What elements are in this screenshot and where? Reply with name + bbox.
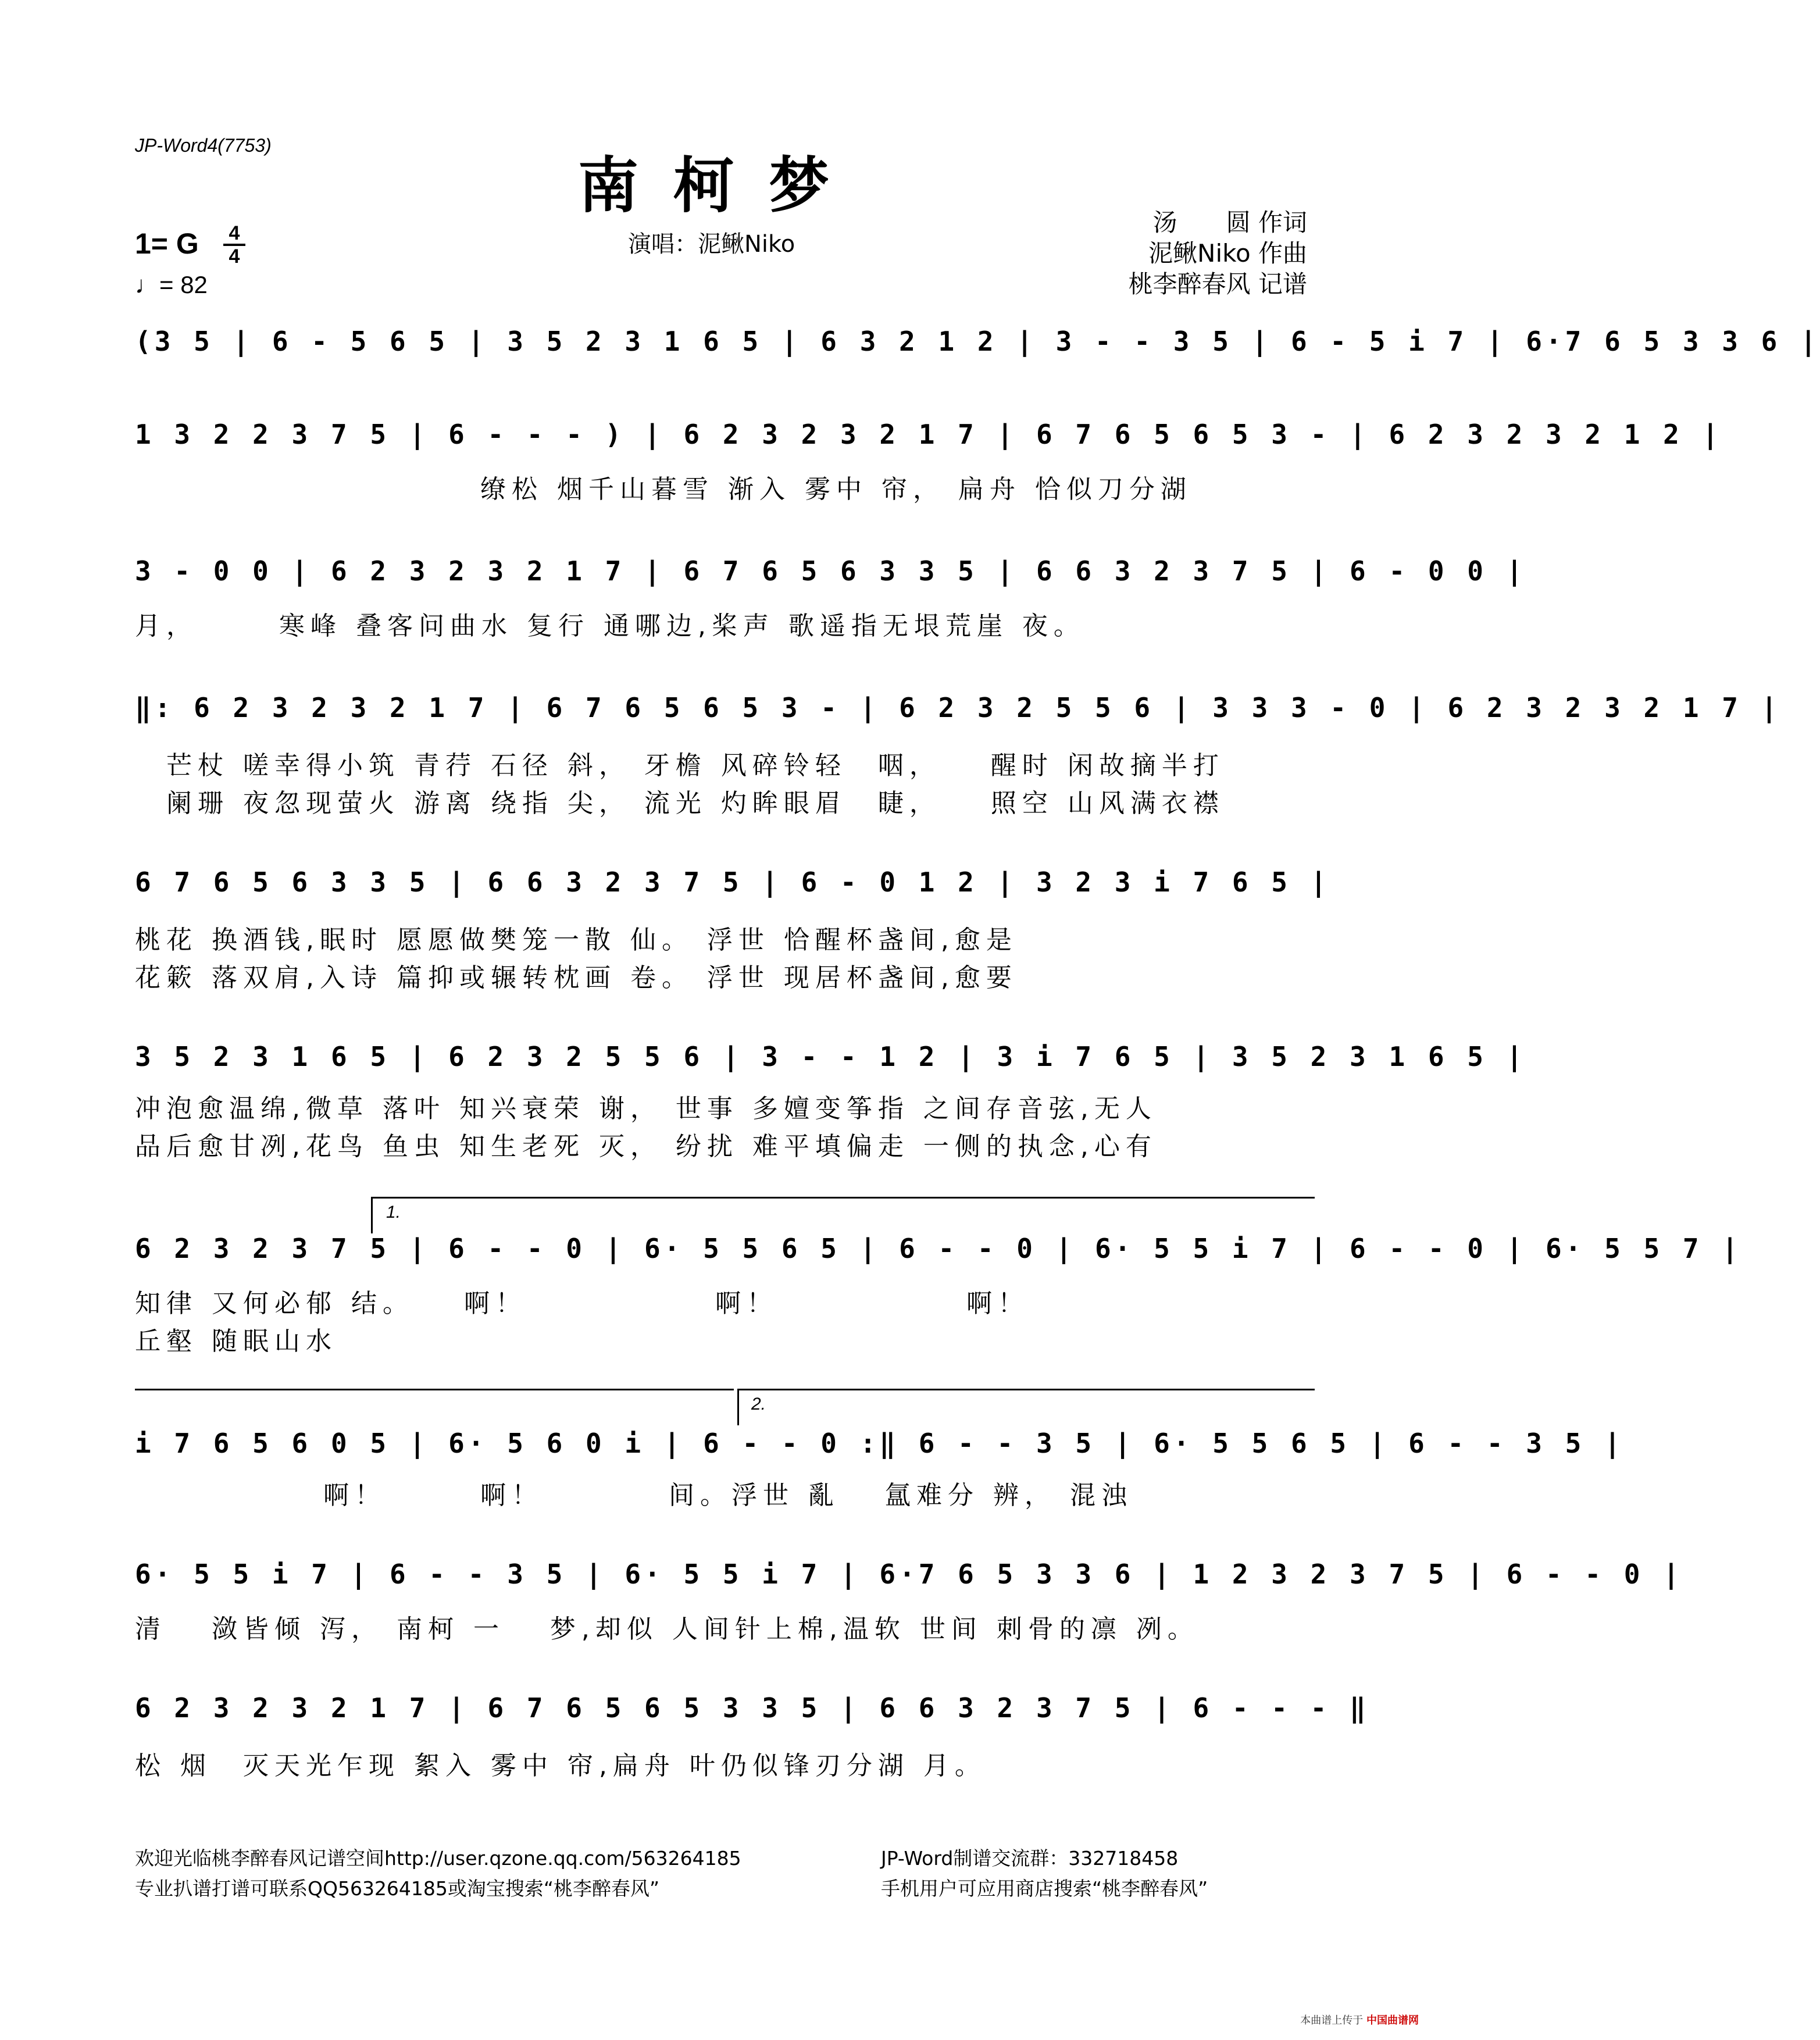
volta-1-continuation: [135, 1389, 734, 1390]
score-system-8: i 7 6 5 6 0 5 | 6· 5 6 0 i | 6 - - 0 :‖ 6 - - 3 5 | 6· 5 5 6 5 | 6 - - 3 5 |: [135, 1428, 1624, 1459]
singer: 演唱：泥鳅Niko: [628, 231, 795, 258]
footer-app-note: 手机用户可应用商店搜索“桃李醉春风”: [881, 1877, 1208, 1900]
lyrics-system-6-verse-1: 冲泡愈温绵,微草 落叶 知兴衰荣 谢， 世事 多嬗变筝指 之间存音弦,无人: [135, 1094, 1157, 1124]
site-logo: 中国曲谱网: [1366, 2014, 1419, 2027]
score-system-7: 6 2 3 2 3 7 5 | 6 - - 0 | 6· 5 5 6 5 | 6 - - 0 | 6· 5 5 i 7 | 6 - - 0 | 6· 5 5 7 |: [135, 1233, 1742, 1264]
footer-qq-group: JP-Word制谱交流群：332718458: [881, 1847, 1179, 1870]
key-signature: 1= G: [135, 227, 199, 260]
score-system-5: 6 7 6 5 6 3 3 5 | 6 6 3 2 3 7 5 | 6 - 0 1 2 | 3 2 3 i 7 6 5 |: [135, 866, 1330, 898]
footer-contact: 专业扒谱打谱可联系QQ563264185或淘宝搜索“桃李醉春风”: [135, 1877, 660, 1900]
upload-stamp: [1300, 2012, 1419, 2027]
page-title: 南柯梦: [577, 149, 864, 221]
footer-website: 欢迎光临桃李醉春风记谱空间http://user.qzone.qq.com/563264185: [135, 1847, 741, 1870]
score-system-9: 6· 5 5 i 7 | 6 - - 3 5 | 6· 5 5 i 7 | 6·7 6 5 3 3 6 | 1 2 3 2 3 7 5 | 6 - - 0 |: [135, 1558, 1683, 1590]
lyrics-system-8: 啊！ 啊！ 间。浮世 亂 氲难分 辨， 混浊: [135, 1481, 1133, 1510]
volta-number-1: 1.: [386, 1203, 401, 1222]
lyrics-system-4-verse-2: 阑珊 夜忽现萤火 游离 绕指 尖， 流光 灼眸眼眉 睫， 照空 山风满衣襟: [135, 789, 1225, 818]
score-system-1: (3 5 | 6 - 5 6 5 | 3 5 2 3 1 6 5 | 6 3 2 1 2 | 3 - - 3 5 | 6 - 5 i 7 | 6·7 6 5 3 3 6 |: [135, 326, 1820, 357]
time-signature: [223, 223, 245, 266]
lyrics-system-10: 松 烟 灭天光乍现 絮入 雾中 帘,扁舟 叶仍似锋刃分湖 月。: [135, 1751, 986, 1781]
lyrics-system-7-verse-1: 知律 又何必郁 结。 啊！ 啊！ 啊！: [135, 1289, 1029, 1318]
lyrics-system-4-verse-1: 芒杖 嗟幸得小筑 青荇 石径 斜， 牙檐 风碎铃轻 咽， 醒时 闲故摘半打: [135, 751, 1225, 780]
score-system-2: 1 3 2 2 3 7 5 | 6 - - - ) | 6 2 3 2 3 2 1 7 | 6 7 6 5 6 5 3 - | 6 2 3 2 3 2 1 2 |: [135, 419, 1722, 450]
lyrics-system-2: 缭松 烟千山暮雪 渐入 雾中 帘， 扁舟 恰似刀分湖: [135, 475, 1192, 504]
score-system-3: 3 - 0 0 | 6 2 3 2 3 2 1 7 | 6 7 6 5 6 3 3 5 | 6 6 3 2 3 7 5 | 6 - 0 0 |: [135, 555, 1526, 587]
score-system-6: 3 5 2 3 1 6 5 | 6 2 3 2 5 5 6 | 3 - - 1 2 | 3 i 7 6 5 | 3 5 2 3 1 6 5 |: [135, 1041, 1526, 1072]
time-signature-bottom: 4: [229, 245, 240, 268]
tempo-mark: ♩= 82: [135, 271, 208, 298]
time-signature-top: 4: [229, 222, 240, 244]
score-system-10: 6 2 3 2 3 2 1 7 | 6 7 6 5 6 5 3 3 5 | 6 6 3 2 3 7 5 | 6 - - - ‖: [135, 1692, 1369, 1724]
score-system-4: ‖: 6 2 3 2 3 2 1 7 | 6 7 6 5 6 5 3 - | 6 2 3 2 5 5 6 | 3 3 3 - 0 | 6 2 3 2 3 2 1 7 |: [135, 692, 1781, 723]
volta-bracket-1: [371, 1197, 1315, 1233]
software-tag: JP-Word4(7753): [135, 135, 272, 156]
lyrics-system-3: 月， 寒峰 叠客问曲水 复行 通哪边,桨声 歌遥指无垠荒崖 夜。: [135, 611, 1085, 641]
credit-lyricist: 汤 圆 作词: [1152, 208, 1307, 237]
credit-transcriber: 桃李醉春风 记谱: [1128, 270, 1307, 298]
volta-bracket-2: [737, 1389, 1315, 1425]
credit-composer: 泥鳅Niko 作曲: [1148, 239, 1307, 268]
lyrics-system-5-verse-1: 桃花 换酒钱,眠时 愿愿做樊笼一散 仙。 浮世 恰醒杯盏间,愈是: [135, 925, 1018, 955]
volta-number-2: 2.: [751, 1395, 766, 1414]
lyrics-system-6-verse-2: 品后愈甘冽,花鸟 鱼虫 知生老死 灭， 纷扰 难平填偏走 一侧的执念,心有: [135, 1132, 1157, 1161]
lyrics-system-5-verse-2: 花簌 落双肩,入诗 篇抑或辗转枕画 卷。 浮世 现居杯盏间,愈要: [135, 963, 1018, 993]
upload-stamp-text: 本曲谱上传于: [1300, 2014, 1364, 2027]
lyrics-system-7-verse-2: 丘壑 随眠山水: [135, 1326, 337, 1356]
lyrics-system-9: 清 潋皆倾 泻， 南柯 一 梦,却似 人间针上棉,温软 世间 刺骨的凛 冽。: [135, 1614, 1199, 1644]
